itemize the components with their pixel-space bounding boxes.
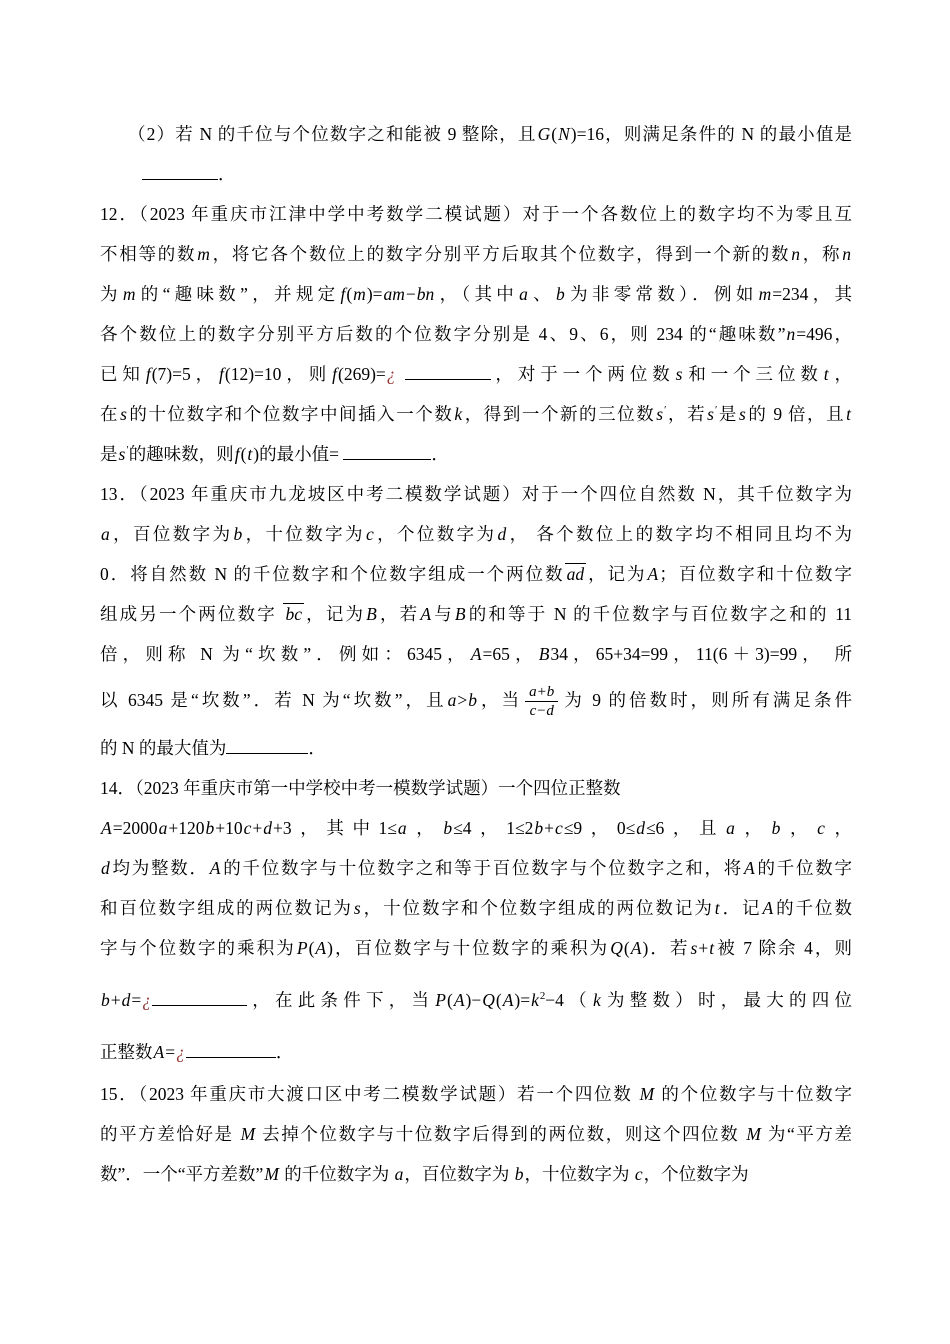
- math-variable: M: [240, 1124, 256, 1145]
- math-variable: t: [247, 444, 253, 464]
- math-variable: k: [531, 990, 539, 1011]
- math-variable: a: [447, 690, 457, 710]
- math-variable: A: [744, 858, 755, 879]
- math-variable: A: [470, 644, 482, 664]
- answer-blank: [226, 737, 308, 755]
- overline-number: ad: [566, 564, 585, 584]
- text-run: 与: [432, 604, 454, 624]
- text-run: 34，65+34=99，11(6＋3)=99， 所: [550, 644, 852, 664]
- math-variable: c: [365, 524, 374, 544]
- answer-blank: [152, 989, 247, 1007]
- text-run: =234，其: [772, 284, 853, 304]
- text-run: ，个位数字为: [374, 524, 497, 544]
- superscript: 2: [539, 990, 546, 1003]
- text-run: 是: [100, 444, 118, 464]
- text-run: 各个数位上的数字分别平方后数的个位数字分别是 4、9、6，则 234 的“趣味数”: [100, 324, 786, 344]
- text-run: 的千位数字为: [279, 1164, 394, 1185]
- text-run: 是: [717, 404, 738, 424]
- q13-line7: [100, 728, 852, 768]
- text-run: +: [698, 938, 709, 959]
- math-variable: f: [332, 364, 337, 384]
- text-run: ≤9，0≤: [563, 818, 636, 839]
- text-run: ，记为: [304, 604, 366, 624]
- math-variable: c: [634, 1164, 643, 1185]
- fraction: [525, 683, 558, 720]
- text-run: ，: [829, 364, 853, 384]
- overline-number: bc: [285, 604, 302, 624]
- superscript: ′: [126, 444, 129, 457]
- math-variable: c: [817, 818, 825, 839]
- math-variable: s: [738, 404, 746, 424]
- text-run: 的 9 倍，且: [746, 404, 846, 424]
- text-run: ，: [407, 818, 443, 839]
- text-run: ，: [781, 818, 817, 839]
- text-run: ，十位数字为: [524, 1164, 634, 1185]
- math-variable: Q: [610, 938, 623, 959]
- math-variable: m: [197, 244, 210, 264]
- math-variable: a: [519, 284, 528, 304]
- math-variable: A: [502, 990, 514, 1011]
- math-variable: a: [394, 1164, 404, 1185]
- q14-line6: [100, 980, 852, 1020]
- text-run: +10: [215, 818, 243, 839]
- math-variable: b: [233, 524, 243, 544]
- text-run: 以 6345 是“坎数”．若 N 为“坎数”，且: [100, 690, 447, 710]
- text-run: )的最小值=: [253, 444, 344, 464]
- math-variable: k: [454, 404, 463, 424]
- q14-line4: [100, 888, 852, 928]
- text-run: 正整数: [100, 1042, 153, 1063]
- text-run: (: [346, 284, 353, 304]
- math-variable: B: [454, 604, 466, 624]
- answer-blank: [186, 1041, 276, 1059]
- math-variable: d: [121, 990, 131, 1011]
- text-run: )=: [514, 990, 531, 1011]
- q12-line1: [100, 194, 852, 234]
- fraction-denominator: c−d: [529, 703, 554, 720]
- text-run: +3，其中1≤: [272, 818, 397, 839]
- text-run: ．: [308, 738, 326, 759]
- text-run: ，十位数字和个位数字组成的两位数记为: [361, 898, 714, 919]
- inverted-question-mark: ¿: [386, 364, 396, 384]
- math-variable: b: [205, 818, 215, 839]
- text-run: ，（其中: [435, 284, 519, 304]
- math-variable: d: [263, 818, 272, 839]
- math-variable: b: [443, 818, 453, 839]
- math-variable: c: [554, 818, 563, 839]
- text-run: +: [110, 990, 121, 1011]
- text-run: 被 7 除余 4，则: [715, 938, 853, 959]
- text-run: 的千位数字与十位数字之和等于百位数字与个位数字之和，将: [221, 858, 744, 879]
- text-run: 为 9 的倍数时，则所有满足条件: [561, 690, 853, 710]
- text-run: ，个位数字为: [643, 1164, 749, 1185]
- text-run: ．记: [720, 898, 762, 919]
- math-variable: b: [514, 1164, 524, 1185]
- text-run: (: [551, 124, 558, 144]
- text-run: (: [446, 990, 453, 1011]
- text-run: ，百位数字为: [404, 1164, 514, 1185]
- math-variable: a: [397, 818, 407, 839]
- fraction-numerator: a+b: [525, 683, 558, 702]
- text-run: =65，: [482, 644, 538, 664]
- math-variable: b: [468, 690, 477, 710]
- text-run: +: [252, 818, 263, 839]
- math-variable: N: [558, 124, 570, 144]
- text-run: 0．将自然数 N 的千位数字和个位数字组成一个两位数: [100, 564, 565, 584]
- text-run: (: [240, 444, 247, 464]
- math-variable: a: [726, 818, 735, 839]
- math-variable: s: [675, 364, 683, 384]
- text-run: 字与个位数字的乘积为: [100, 938, 296, 959]
- math-variable: M: [264, 1164, 279, 1185]
- text-run: (: [623, 938, 630, 959]
- text-run: 的千位数字: [755, 858, 853, 879]
- math-variable: A: [647, 564, 659, 584]
- math-variable: s: [120, 404, 127, 424]
- math-variable: s: [118, 444, 126, 464]
- math-variable: A: [762, 898, 774, 919]
- text-run: 为非零常数）．例如: [565, 284, 758, 304]
- math-variable: a: [158, 818, 168, 839]
- text-run: ，称: [801, 244, 842, 264]
- text-run: ，若: [377, 604, 420, 624]
- text-run: 已知: [100, 364, 145, 384]
- math-variable: k: [592, 990, 601, 1011]
- text-run: 、: [528, 284, 555, 304]
- text-run: 不相等的数: [100, 244, 197, 264]
- text-run: （2）若 N 的千位与个位数字之和能被 9 整除，且: [128, 124, 537, 144]
- math-variable: s: [353, 898, 361, 919]
- answer-blank: [142, 162, 218, 180]
- text-run: 的千位数: [774, 898, 853, 919]
- math-variable: f: [234, 444, 240, 464]
- math-variable: P: [435, 990, 446, 1011]
- text-run: (7)=5，: [151, 364, 219, 384]
- text-run: 的“趣味数”，并规定: [136, 284, 340, 304]
- text-run: )，百位数字与十位数字的乘积为: [327, 938, 610, 959]
- text-run: 去掉个位数字与十位数字后得到的两位数，则这个四位数: [256, 1124, 746, 1145]
- text-run: )．若: [642, 938, 690, 959]
- q13-line5: [100, 634, 852, 674]
- text-run: 和一个三位数: [683, 364, 823, 384]
- q15-line1: [100, 1074, 852, 1114]
- math-variable: P: [296, 938, 308, 959]
- text-run: (12)=10，则: [224, 364, 332, 384]
- math-variable: A: [420, 604, 432, 624]
- q12-line5: [100, 354, 852, 394]
- text-run: 的趣味数，则: [128, 444, 234, 464]
- math-variable: b: [771, 818, 781, 839]
- math-variable: n: [842, 244, 852, 264]
- q12-line7: [100, 434, 852, 474]
- text-run: ≤6，且: [645, 818, 726, 839]
- q14-line5: [100, 928, 852, 968]
- text-run: −4（: [545, 990, 592, 1011]
- text-run: (269)=: [338, 364, 386, 384]
- math-variable: B: [366, 604, 377, 624]
- answer-blank: [343, 442, 431, 460]
- math-variable: B: [538, 644, 550, 664]
- q14-line2: [100, 808, 852, 848]
- q13-line6: [100, 680, 852, 720]
- text-run: )=: [366, 284, 383, 304]
- q13-line3: [100, 554, 852, 594]
- text-run: ，若: [666, 404, 707, 424]
- q12-line2: [100, 234, 852, 274]
- q13-line1: [100, 474, 852, 514]
- text-run: 和百位数字组成的两位数记为: [100, 898, 353, 919]
- text-run: ．: [431, 444, 449, 464]
- document-body: [100, 114, 852, 1194]
- math-variable: A: [101, 818, 112, 839]
- math-variable: A: [209, 858, 221, 879]
- math-variable: s: [690, 938, 698, 959]
- math-variable: s: [656, 404, 664, 424]
- math-variable: a: [101, 524, 110, 544]
- math-variable: t: [846, 404, 852, 424]
- text-run: (: [308, 938, 315, 959]
- text-run: 的和等于 N 的千位数字与百位数字之和的 11: [466, 604, 853, 624]
- text-run: ，对于一个两位数: [490, 364, 675, 384]
- answer-blank: [405, 362, 491, 380]
- text-run: −: [405, 284, 416, 304]
- text-run: ，当: [478, 690, 523, 710]
- q14-line1: [100, 768, 852, 808]
- q11-part2-line1: [100, 114, 852, 154]
- text-run: 为“平方差: [761, 1124, 852, 1145]
- q12-line3: [100, 274, 852, 314]
- text-run: )=16，则满足条件的 N 的最小值是: [570, 124, 853, 144]
- math-variable: b: [556, 284, 565, 304]
- math-variable: M: [746, 1124, 761, 1145]
- text-run: ，: [825, 818, 853, 839]
- text-run: 组成另一个两位数字: [100, 604, 284, 624]
- text-run: 在: [100, 404, 120, 424]
- math-variable: t: [823, 364, 829, 384]
- text-run: ≤4，1≤2: [453, 818, 534, 839]
- q14-line3: [100, 848, 852, 888]
- math-variable: m: [353, 284, 366, 304]
- text-run: =: [165, 1042, 176, 1063]
- text-run: =496，: [796, 324, 852, 344]
- math-variable: f: [145, 364, 151, 384]
- text-run: 12．（2023 年重庆市江津中学中考数学二模试题）对于一个各数位上的数字均不为零且互: [100, 204, 852, 224]
- text-run: 倍，则称 N 为“坎数”．例如：6345，: [100, 644, 470, 664]
- math-variable: s: [707, 404, 714, 424]
- text-run: 的个位数字与十位数字: [655, 1084, 853, 1105]
- text-run: 为整数）时，最大的四位: [601, 990, 853, 1011]
- inverted-question-mark: ¿: [176, 1042, 185, 1063]
- q12-line6: [100, 394, 852, 434]
- math-variable: A: [315, 938, 327, 959]
- text-run: ，在此条件下，当: [247, 990, 435, 1011]
- text-run: ．: [218, 164, 236, 184]
- text-run: +120: [168, 818, 205, 839]
- text-run: (: [495, 990, 502, 1011]
- text-run: 的 N 的最大值为: [100, 738, 227, 759]
- text-run: 15．（2023 年重庆市大渡口区中考二模数学试题）若一个四位数: [100, 1084, 639, 1105]
- math-variable: bn: [416, 284, 435, 304]
- text-run: ．: [275, 1042, 294, 1063]
- text-run: =: [131, 990, 142, 1011]
- math-variable: n: [786, 324, 796, 344]
- text-run: ，十位数字为: [243, 524, 365, 544]
- math-variable: c: [243, 818, 252, 839]
- q13-line4: [100, 594, 852, 634]
- text-run: 为: [100, 284, 122, 304]
- text-run: ，记为: [586, 564, 647, 584]
- text-run: ， 各个数位上的数字均不相同且均不为: [507, 524, 853, 544]
- text-run: 均为整数．: [110, 858, 209, 879]
- math-variable: t: [714, 898, 720, 919]
- text-run: 的十位数字和个位数字中间插入一个数: [127, 404, 454, 424]
- math-variable: A: [453, 990, 465, 1011]
- text-run: 数”．一个“平方差数”: [100, 1164, 264, 1185]
- text-run: 的平方差恰好是: [100, 1124, 240, 1145]
- text-run: ，将它各个数位上的数字分别平方后取其个位数字，得到一个新的数: [210, 244, 791, 264]
- text-run: ，得到一个新的三位数: [463, 404, 656, 424]
- text-run: +: [544, 818, 554, 839]
- q14-line7: [100, 1032, 852, 1072]
- q15-line3: [100, 1154, 852, 1194]
- text-run: 13．（2023 年重庆市九龙坡区中考二模数学试题）对于一个四位自然数 N，其千位数字为: [100, 484, 852, 504]
- math-variable: f: [219, 364, 224, 384]
- text-run: ；百位数字和十位数字: [659, 564, 853, 584]
- text-run: ，: [735, 818, 771, 839]
- math-variable: M: [639, 1084, 655, 1105]
- text-run: >: [457, 690, 468, 710]
- superscript: ′: [664, 404, 667, 417]
- math-variable: d: [101, 858, 110, 879]
- math-variable: Q: [482, 990, 495, 1011]
- math-variable: b: [534, 818, 544, 839]
- text-run: 14．（2023 年重庆市第一中学校中考一模数学试题）一个四位正整数: [100, 778, 621, 799]
- q13-line2: [100, 514, 852, 554]
- math-variable: m: [758, 284, 772, 304]
- q15-line2: [100, 1114, 852, 1154]
- math-variable: t: [709, 938, 715, 959]
- math-variable: am: [383, 284, 405, 304]
- math-variable: f: [340, 284, 346, 304]
- q11-part2-line2: [100, 154, 852, 194]
- inverted-question-mark: ¿: [142, 990, 151, 1011]
- math-variable: A: [153, 1042, 165, 1063]
- text-run: =2000: [112, 818, 158, 839]
- math-variable: m: [122, 284, 136, 304]
- text-run: )−: [465, 990, 482, 1011]
- q12-line4: [100, 314, 852, 354]
- math-variable: G: [537, 124, 551, 144]
- text-run: ，百位数字为: [110, 524, 233, 544]
- math-variable: d: [497, 524, 507, 544]
- math-variable: b: [101, 990, 110, 1011]
- math-variable: n: [791, 244, 800, 264]
- superscript: ′: [714, 404, 718, 417]
- math-variable: A: [630, 938, 642, 959]
- math-variable: d: [636, 818, 645, 839]
